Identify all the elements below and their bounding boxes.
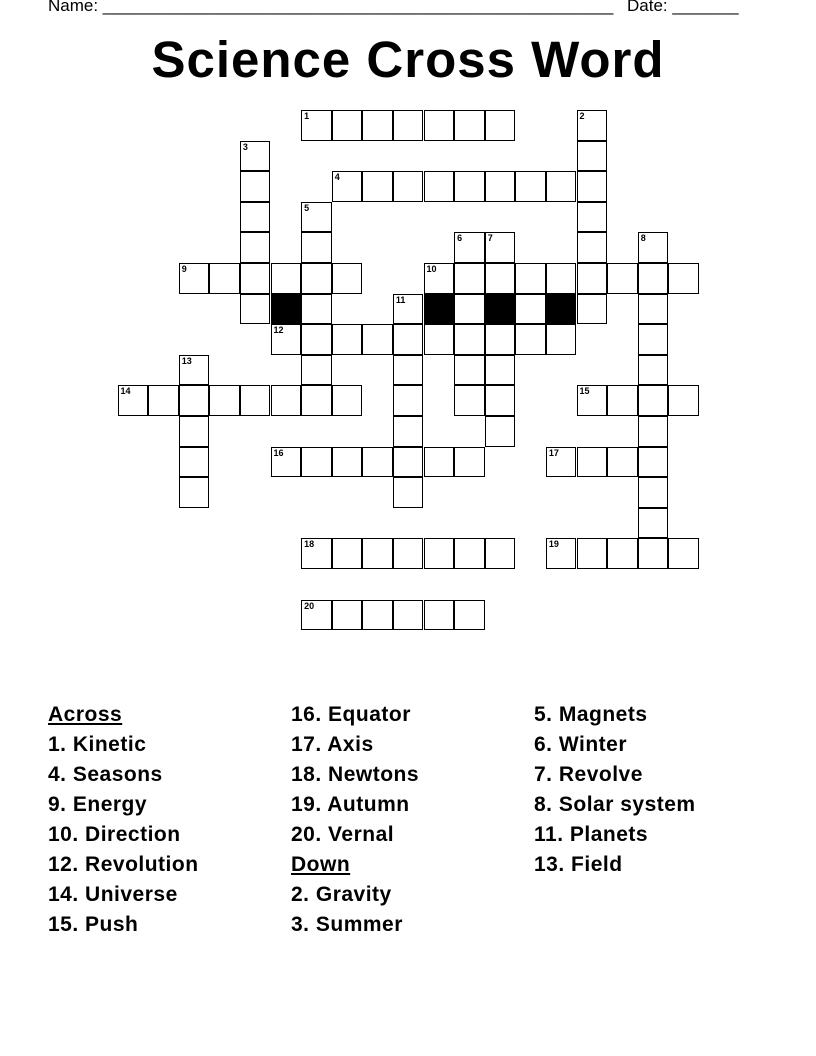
grid-cell[interactable] [577,202,608,233]
grid-cell[interactable] [301,294,332,325]
clue-item [291,820,419,850]
clue-heading: Across [48,703,123,726]
clue-item [291,700,419,730]
clue-item [534,760,696,790]
clue-item-text: Magnets [558,703,648,726]
name-field[interactable]: Name: ______________________________________________________ [48,0,614,15]
grid-cell[interactable] [454,263,485,294]
grid-cell[interactable] [362,447,393,478]
clue-item-number: 9. [48,793,67,816]
clue-item-text: Field [571,853,623,876]
clue-item [534,820,696,850]
clue-item-text: Revolve [558,763,643,786]
grid-cell[interactable] [179,477,210,508]
grid-cell[interactable] [179,263,210,294]
grid-cell[interactable] [362,538,393,569]
grid-cell[interactable] [148,385,179,416]
grid-cell[interactable] [393,355,424,386]
grid-cell[interactable] [118,385,149,416]
grid-cell[interactable] [485,416,516,447]
grid-cell[interactable] [393,600,424,631]
grid-cell[interactable] [607,385,638,416]
clue-item-text: Push [85,913,139,936]
grid-cell[interactable] [240,385,271,416]
clue-item [291,760,419,790]
grid-cell[interactable] [577,141,608,172]
clue-item-number: 1. [48,733,67,756]
grid-cell[interactable] [638,416,669,447]
clue-item [48,820,199,850]
black-cell [546,294,577,325]
grid-cell[interactable] [332,171,363,202]
black-cell [424,294,455,325]
grid-cell[interactable] [301,538,332,569]
clue-item-text: Newtons [328,763,420,786]
grid-cell[interactable] [301,447,332,478]
grid-cell[interactable] [393,110,424,141]
grid-cell[interactable] [454,538,485,569]
grid-cell[interactable] [577,385,608,416]
clue-item-text: Axis [327,733,374,756]
clue-column-1 [48,700,199,940]
clue-item-number: 10. [48,823,79,846]
clue-item [48,850,199,880]
black-cell [485,294,516,325]
grid-cell[interactable] [332,447,363,478]
grid-cell[interactable] [546,538,577,569]
grid-cell[interactable] [454,232,485,263]
clue-number: 14 [120,386,131,397]
grid-cell[interactable] [546,447,577,478]
clue-heading: Down [291,853,351,876]
grid-cell[interactable] [240,202,271,233]
clue-item-number: 7. [534,763,553,786]
clue-item-number: 3. [291,913,310,936]
clue-number: 15 [579,386,590,397]
grid-cell[interactable] [424,538,455,569]
clue-item-text: Winter [558,733,628,756]
clue-item-number: 11. [534,823,564,846]
clue-item [534,850,696,880]
grid-cell[interactable] [515,171,546,202]
grid-cell[interactable] [240,141,271,172]
grid-cell[interactable] [577,171,608,202]
clue-item [534,730,696,760]
clue-number: 4 [334,172,340,183]
grid-cell[interactable] [362,171,393,202]
grid-cell[interactable] [393,447,424,478]
clue-number: 5 [304,202,310,213]
clue-item [48,880,199,910]
clue-item [291,910,419,940]
grid-cell[interactable] [332,324,363,355]
clue-item-text: Gravity [315,883,392,906]
clue-item-text: Autumn [327,793,410,816]
clue-number: 20 [304,600,315,611]
grid-cell[interactable] [301,324,332,355]
grid-cell[interactable] [485,232,516,263]
clue-item [48,790,199,820]
grid-cell[interactable] [638,263,669,294]
clue-item-text: Summer [315,913,403,936]
grid-cell[interactable] [638,324,669,355]
clue-item-text: Direction [85,823,181,846]
grid-cell[interactable] [485,171,516,202]
clue-number: 9 [181,264,187,274]
grid-cell[interactable] [271,447,302,478]
grid-cell[interactable] [301,202,332,233]
grid-cell[interactable] [638,385,669,416]
grid-cell[interactable] [424,447,455,478]
grid-cell[interactable] [454,355,485,386]
clue-number: 6 [457,233,463,244]
grid-cell[interactable] [301,385,332,416]
grid-cell[interactable] [332,385,363,416]
clue-item [48,760,199,790]
grid-cell[interactable] [454,171,485,202]
grid-cell[interactable] [607,538,638,569]
grid-cell[interactable] [271,324,302,355]
grid-cell[interactable] [424,171,455,202]
grid-cell[interactable] [301,263,332,294]
clue-number: 18 [304,539,315,550]
grid-cell[interactable] [240,263,271,294]
grid-cell[interactable] [393,324,424,355]
grid-cell[interactable] [393,477,424,508]
clue-item [534,700,696,730]
clue-item-number: 4. [48,763,67,786]
grid-cell[interactable] [332,110,363,141]
grid-cell[interactable] [485,263,516,294]
clue-column-3 [534,700,696,880]
clue-number: 16 [273,447,284,458]
clue-item-number: 5. [534,703,553,726]
clue-item-text: Revolution [85,853,199,876]
clue-column-2 [291,700,419,940]
grid-cell[interactable] [209,385,240,416]
grid-cell[interactable] [332,263,363,294]
grid-cell[interactable] [271,263,302,294]
grid-cell[interactable] [638,447,669,478]
grid-cell[interactable] [515,324,546,355]
clue-item-number: 18. [291,763,322,786]
grid-cell[interactable] [393,171,424,202]
clue-number: 19 [548,539,559,550]
grid-cell[interactable] [485,110,516,141]
clue-item [48,730,199,760]
grid-cell[interactable] [454,447,485,478]
grid-cell[interactable] [515,263,546,294]
grid-cell[interactable] [638,508,669,539]
grid-cell[interactable] [454,600,485,631]
clue-item-number: 6. [534,733,553,756]
clue-item-number: 16. [291,703,322,726]
clue-item-text: Vernal [328,823,395,846]
grid-cell[interactable] [240,171,271,202]
clue-item-text: Energy [72,793,148,816]
clue-number: 10 [426,264,437,274]
clue-item-text: Equator [328,703,411,726]
grid-cell[interactable] [362,600,393,631]
grid-cell[interactable] [393,385,424,416]
grid-cell[interactable] [638,538,669,569]
grid-cell[interactable] [424,600,455,631]
grid-cell[interactable] [485,385,516,416]
clue-item-number: 19. [291,793,322,816]
grid-cell[interactable] [301,600,332,631]
clue-item [48,910,199,940]
grid-cell[interactable] [301,110,332,141]
grid-cell[interactable] [515,294,546,325]
clue-item-number: 17. [291,733,322,756]
grid-cell[interactable] [577,263,608,294]
grid-cell[interactable] [577,447,608,478]
clue-number: 13 [181,355,192,366]
clue-number: 1 [304,111,310,121]
grid-cell[interactable] [607,263,638,294]
grid-cell[interactable] [485,324,516,355]
clue-number: 12 [273,325,284,336]
grid-cell[interactable] [577,538,608,569]
black-cell [271,294,302,325]
grid-cell[interactable] [577,110,608,141]
grid-cell[interactable] [577,232,608,263]
clue-number: 3 [242,141,248,152]
grid-cell[interactable] [607,447,638,478]
grid-cell[interactable] [393,538,424,569]
grid-cell[interactable] [454,294,485,325]
grid-cell[interactable] [638,294,669,325]
grid-cell[interactable] [668,538,699,569]
grid-cell[interactable] [638,232,669,263]
grid-cell[interactable] [301,232,332,263]
clue-item-text: Seasons [72,763,163,786]
grid-cell[interactable] [209,263,240,294]
date-field[interactable]: Date: _______ [627,0,739,15]
grid-cell[interactable] [454,110,485,141]
clue-item [291,880,419,910]
grid-cell[interactable] [546,171,577,202]
clue-number: 8 [640,233,646,244]
grid-cell[interactable] [485,355,516,386]
clue-item-text: Solar system [558,793,696,816]
grid-cell[interactable] [393,294,424,325]
clue-item-text: Universe [85,883,178,906]
grid-cell[interactable] [638,355,669,386]
grid-cell[interactable] [240,294,271,325]
grid-cell[interactable] [638,477,669,508]
grid-cell[interactable] [362,324,393,355]
grid-cell[interactable] [485,538,516,569]
grid-cell[interactable] [424,263,455,294]
clue-item-number: 15. [48,913,79,936]
clue-item-number: 13. [534,853,565,876]
grid-cell[interactable] [546,324,577,355]
grid-cell[interactable] [546,263,577,294]
grid-cell[interactable] [362,110,393,141]
clue-item-number: 2. [291,883,310,906]
clue-item [291,790,419,820]
clue-item-number: 14. [48,883,79,906]
clue-item-number: 20. [291,823,322,846]
clue-item [291,730,419,760]
page-title: Science Cross Word [151,31,665,88]
grid-cell[interactable] [179,416,210,447]
grid-cell[interactable] [240,232,271,263]
clue-item-text: Kinetic [72,733,147,756]
grid-cell[interactable] [332,538,363,569]
grid-cell[interactable] [424,110,455,141]
grid-cell[interactable] [577,294,608,325]
clue-item-number: 8. [534,793,553,816]
grid-cell[interactable] [179,355,210,386]
grid-cell[interactable] [301,355,332,386]
clue-item-text: Planets [569,823,649,846]
clue-item [534,790,696,820]
clue-number: 11 [395,294,406,305]
grid-cell[interactable] [332,600,363,631]
grid-cell[interactable] [668,385,699,416]
clue-number: 2 [579,111,585,121]
grid-cell[interactable] [179,385,210,416]
clue-number: 17 [548,447,559,458]
grid-cell[interactable] [424,324,455,355]
grid-cell[interactable] [668,263,699,294]
clue-item-number: 12. [48,853,79,876]
grid-cell[interactable] [271,385,302,416]
grid-cell[interactable] [454,385,485,416]
clue-number: 7 [487,233,493,244]
grid-cell[interactable] [454,324,485,355]
grid-cell[interactable] [179,447,210,478]
grid-cell[interactable] [393,416,424,447]
